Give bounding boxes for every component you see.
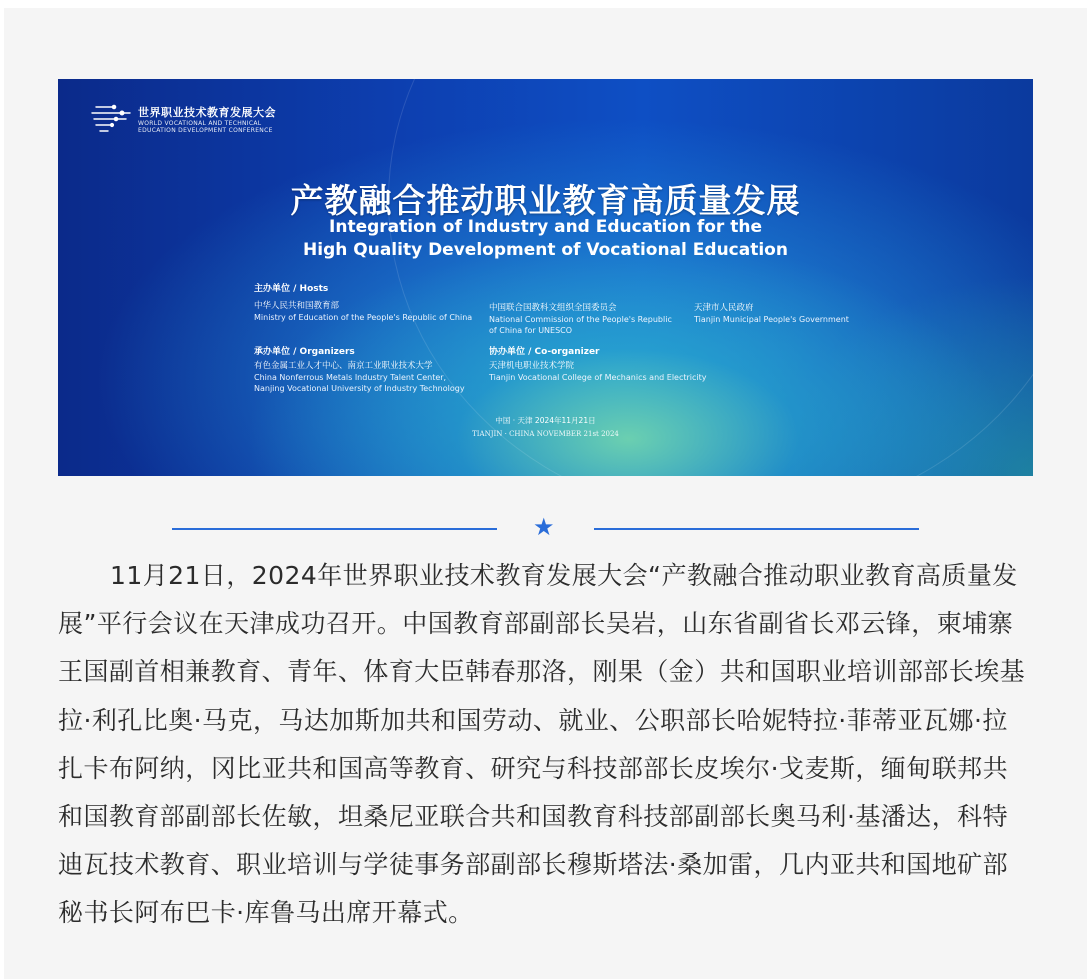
host-2-block bbox=[489, 303, 689, 336]
host-3-en: Tianjin Municipal People's Government bbox=[694, 315, 849, 324]
organizers-heading: 承办单位 / Organizers bbox=[254, 347, 355, 357]
divider-right bbox=[594, 528, 919, 530]
organizers-en-2: Nanjing Vocational University of Industry Technology bbox=[254, 384, 465, 393]
co-organizer-en: Tianjin Vocational College of Mechanics and Electricity bbox=[489, 373, 707, 382]
co-organizer-heading: 协办单位 / Co-organizer bbox=[489, 347, 600, 357]
host-3-cn: 天津市人民政府 bbox=[694, 303, 754, 313]
star-icon: ★ bbox=[533, 513, 555, 541]
article-paragraph: 11月21日，2024年世界职业技术教育发展大会“产教融合推动职业教育高质量发展”平行会议在天津成功召开。中国教育部副部长吴岩，山东省副省长邓云锋，柬埔寨王国副首相兼教育、青年、体育大臣韩春那洛，刚果（金）共和国职业培训部部长埃基拉·利孔比奥·马克，马达加斯加共和国劳动、就业、公职部长哈妮特拉·菲蒂亚瓦娜·拉扎卡布阿纳，冈比亚共和国高等教育、研究与科技部部长皮埃尔·戈麦斯，缅甸联邦共和国教育部副部长佐敏，坦桑尼亚联合共和国教育科技部副部长奥马利·基潘达，科特迪瓦技术教育、职业培训与学徒事务部副部长穆斯塔法·桑加雷，几内亚共和国地矿部秘书长阿布巴卡·库鲁马出席开幕式。 bbox=[58, 561, 1026, 928]
hosts-heading: 主办单位 / Hosts bbox=[254, 284, 329, 294]
banner-title-cn: 产教融合推动职业教育高质量发展 bbox=[290, 181, 801, 220]
host-2-en-2: of China for UNESCO bbox=[489, 326, 573, 335]
divider-left bbox=[172, 528, 497, 530]
host-1-en: Ministry of Education of the People's Republic of China bbox=[254, 313, 473, 322]
organizers-en: China Nonferrous Metals Industry Talent Center, bbox=[254, 373, 447, 382]
host-2-en: National Commission of the People's Republic bbox=[489, 315, 672, 324]
host-3-block bbox=[694, 303, 894, 325]
logo-title-en-2: EDUCATION DEVELOPMENT CONFERENCE bbox=[138, 127, 273, 134]
hosts-block bbox=[254, 284, 494, 323]
banner-date-en: TIANJIN · CHINA NOVEMBER 21st 2024 bbox=[472, 430, 619, 438]
banner-title-en-1: Integration of Industry and Education for the bbox=[329, 217, 762, 237]
banner-date-cn: 中国 · 天津 2024年11月21日 bbox=[495, 416, 596, 425]
logo-title-en-1: WORLD VOCATIONAL AND TECHNICAL bbox=[138, 120, 262, 127]
conference-banner bbox=[58, 79, 1033, 476]
logo-title-cn: 世界职业技术教育发展大会 bbox=[138, 106, 276, 119]
host-2-cn: 中国联合国教科文组织全国委员会 bbox=[489, 303, 617, 313]
organizers-cn: 有色金属工业人才中心、南京工业职业技术大学 bbox=[254, 361, 433, 371]
host-1-cn: 中华人民共和国教育部 bbox=[254, 301, 340, 311]
co-organizer-cn: 天津机电职业技术学院 bbox=[489, 361, 575, 371]
co-organizer-block bbox=[489, 347, 749, 383]
organizers-block bbox=[254, 347, 494, 394]
conference-logo bbox=[90, 101, 276, 137]
conference-logo-icon bbox=[90, 101, 132, 137]
banner-title-en-2: High Quality Development of Vocational Education bbox=[303, 240, 788, 260]
